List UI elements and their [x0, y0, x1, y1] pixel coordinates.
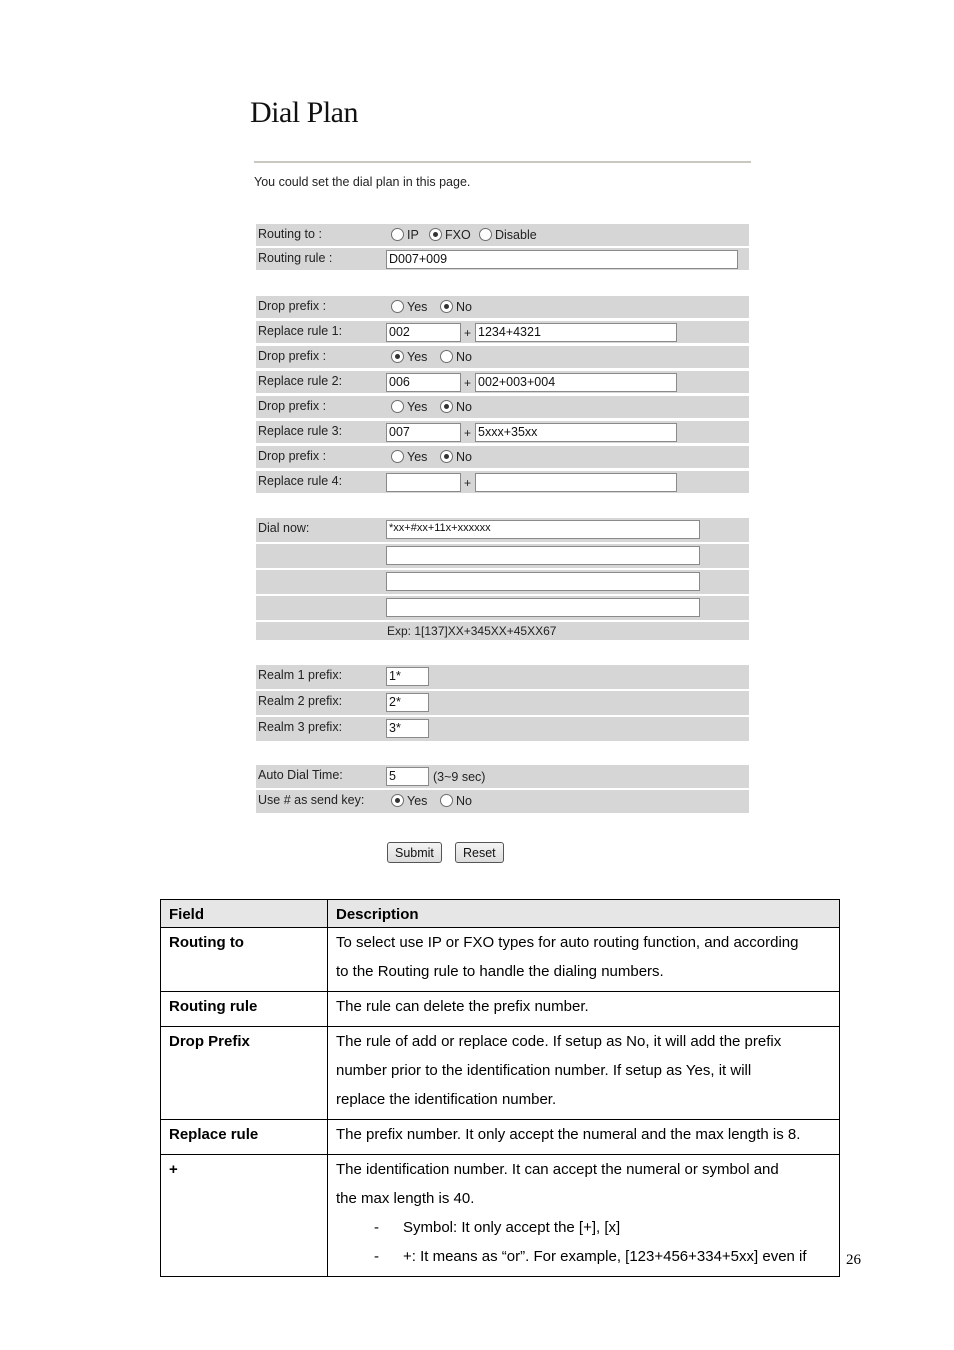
- bullet-dash: -: [374, 1219, 379, 1236]
- realm-3-row: [256, 717, 749, 741]
- table-cell-field: Replace rule: [161, 1120, 328, 1155]
- plus-sign: +: [464, 326, 472, 340]
- replace-rule-row-4: [256, 471, 749, 493]
- routing-rule-row: [256, 248, 749, 270]
- send-key-yes-label: Yes: [407, 794, 428, 808]
- realm-1-row: [256, 665, 749, 689]
- replace-rule-label: Replace rule 3:: [258, 424, 343, 438]
- replace-rule-row-2: [256, 371, 749, 393]
- table-row: [161, 992, 840, 1027]
- dial-now-label: Dial now:: [258, 521, 310, 535]
- table-row: [161, 1027, 840, 1120]
- page-title: Dial Plan: [250, 96, 358, 129]
- routing-ip-label: IP: [407, 228, 419, 242]
- dial-now-row-1: [256, 518, 749, 542]
- table-row: [161, 1155, 840, 1277]
- drop-prefix-yes-label: Yes: [407, 400, 428, 414]
- dial-now-example-row: [256, 622, 749, 640]
- realm-3-input[interactable]: 3*: [386, 719, 429, 738]
- routing-to-row: [256, 224, 749, 246]
- realm-2-input[interactable]: 2*: [386, 693, 429, 712]
- submit-button[interactable]: Submit: [387, 842, 442, 863]
- table-cell-field: Routing to: [161, 928, 328, 992]
- table-cell-description: [328, 992, 840, 1027]
- replace-rule-label: Replace rule 1:: [258, 324, 343, 338]
- desc-line: to the Routing rule to handle the dialing numbers.: [336, 963, 664, 980]
- replace-rule-row-3: [256, 421, 749, 443]
- send-key-label: Use # as send key:: [258, 793, 365, 807]
- replace-rule-label: Replace rule 2:: [258, 374, 343, 388]
- drop-prefix-yes-radio[interactable]: [391, 300, 404, 313]
- routing-rule-input[interactable]: D007+009: [386, 250, 738, 269]
- table-header-row: [161, 900, 840, 928]
- drop-prefix-no-label: No: [456, 450, 472, 464]
- table-cell-field: Drop Prefix: [161, 1027, 328, 1120]
- desc-line: replace the identification number.: [336, 1091, 557, 1108]
- desc-line: number prior to the identification number. If setup as Yes, it will: [336, 1062, 752, 1079]
- realm-2-label: Realm 2 prefix:: [258, 694, 343, 708]
- drop-prefix-no-label: No: [456, 400, 472, 414]
- routing-ip-radio[interactable]: [391, 228, 404, 241]
- send-key-row: [256, 790, 749, 813]
- drop-prefix-no-label: No: [456, 300, 472, 314]
- replace-prefix-input[interactable]: 006: [386, 373, 461, 392]
- drop-prefix-row-1: [256, 296, 749, 318]
- replace-value-input[interactable]: 5xxx+35xx: [475, 423, 677, 442]
- field-description-table: [160, 899, 840, 1277]
- page-number: 26: [846, 1252, 861, 1268]
- replace-rule-label: Replace rule 4:: [258, 474, 343, 488]
- send-key-yes-radio[interactable]: [391, 794, 404, 807]
- drop-prefix-row-4: [256, 446, 749, 468]
- dial-now-input-3[interactable]: [386, 572, 700, 591]
- desc-line: The rule of add or replace code. If setup as No, it will add the prefix: [336, 1033, 782, 1050]
- drop-prefix-label: Drop prefix :: [258, 449, 327, 463]
- plus-sign: +: [464, 426, 472, 440]
- table-row: [161, 928, 840, 992]
- plus-sign: +: [464, 376, 472, 390]
- routing-rule-label: Routing rule :: [258, 251, 333, 265]
- auto-dial-range: (3~9 sec): [433, 770, 486, 784]
- drop-prefix-label: Drop prefix :: [258, 399, 327, 413]
- dial-now-row-2: [256, 544, 749, 568]
- dial-now-row-3: [256, 570, 749, 594]
- desc-line: the max length is 40.: [336, 1190, 475, 1207]
- bullet-dash: -: [374, 1248, 379, 1265]
- page-intro: You could set the dial plan in this page.: [254, 175, 471, 189]
- desc-line: The rule can delete the prefix number.: [336, 998, 589, 1015]
- dial-now-row-4: [256, 596, 749, 620]
- desc-line: The prefix number. It only accept the numeral and the max length is 8.: [336, 1126, 801, 1143]
- table-cell-description: [328, 1120, 840, 1155]
- drop-prefix-no-radio[interactable]: [440, 450, 453, 463]
- table-cell-description: [328, 928, 840, 992]
- routing-disable-label: Disable: [495, 228, 537, 242]
- desc-line: To select use IP or FXO types for auto routing function, and according: [336, 934, 799, 951]
- drop-prefix-no-label: No: [456, 350, 472, 364]
- bullet-text: +: It means as “or”. For example, [123+456+334+5xx] even if: [403, 1248, 807, 1265]
- drop-prefix-yes-radio[interactable]: [391, 400, 404, 413]
- realm-1-input[interactable]: 1*: [386, 667, 429, 686]
- send-key-no-radio[interactable]: [440, 794, 453, 807]
- realm-2-row: [256, 691, 749, 715]
- dial-now-input-2[interactable]: [386, 546, 700, 565]
- drop-prefix-yes-radio[interactable]: [391, 450, 404, 463]
- replace-prefix-input[interactable]: 007: [386, 423, 461, 442]
- auto-dial-input[interactable]: 5: [386, 767, 429, 786]
- table-cell-field: +: [161, 1155, 328, 1277]
- dial-now-input-4[interactable]: [386, 598, 700, 617]
- realm-3-label: Realm 3 prefix:: [258, 720, 343, 734]
- send-key-no-label: No: [456, 794, 472, 808]
- title-divider: [254, 161, 751, 163]
- drop-prefix-yes-label: Yes: [407, 450, 428, 464]
- routing-fxo-label: FXO: [445, 228, 471, 242]
- replace-value-input[interactable]: 1234+4321: [475, 323, 677, 342]
- plus-sign: +: [464, 476, 472, 490]
- replace-rule-row-1: [256, 321, 749, 343]
- bullet-item: [336, 1242, 831, 1271]
- replace-prefix-input[interactable]: 002: [386, 323, 461, 342]
- routing-disable-radio[interactable]: [479, 228, 492, 241]
- drop-prefix-no-radio[interactable]: [440, 300, 453, 313]
- table-row: [161, 1120, 840, 1155]
- dial-now-example: Exp: 1[137]XX+345XX+45XX67: [387, 624, 557, 638]
- table-cell-description: [328, 1027, 840, 1120]
- drop-prefix-yes-label: Yes: [407, 300, 428, 314]
- replace-value-input[interactable]: 002+003+004: [475, 373, 677, 392]
- auto-dial-row: [256, 765, 749, 788]
- drop-prefix-no-radio[interactable]: [440, 400, 453, 413]
- drop-prefix-yes-radio[interactable]: [391, 350, 404, 363]
- bullet-item: [336, 1213, 831, 1242]
- routing-fxo-radio[interactable]: [429, 228, 442, 241]
- drop-prefix-label: Drop prefix :: [258, 299, 327, 313]
- routing-to-label: Routing to :: [258, 227, 322, 241]
- drop-prefix-no-radio[interactable]: [440, 350, 453, 363]
- drop-prefix-row-2: [256, 346, 749, 368]
- table-cell-field: Routing rule: [161, 992, 328, 1027]
- table-header-field: Field: [161, 900, 328, 928]
- realm-1-label: Realm 1 prefix:: [258, 668, 343, 682]
- table-cell-description: [328, 1155, 840, 1277]
- auto-dial-label: Auto Dial Time:: [258, 768, 343, 782]
- reset-button[interactable]: Reset: [455, 842, 504, 863]
- replace-prefix-input[interactable]: [386, 473, 461, 492]
- desc-line: The identification number. It can accept the numeral or symbol and: [336, 1161, 779, 1178]
- drop-prefix-row-3: [256, 396, 749, 418]
- bullet-text: Symbol: It only accept the [+], [x]: [403, 1219, 621, 1236]
- dial-now-input-1[interactable]: *xx+#xx+11x+xxxxxx: [386, 520, 700, 539]
- drop-prefix-label: Drop prefix :: [258, 349, 327, 363]
- table-header-description: Description: [328, 900, 840, 928]
- drop-prefix-yes-label: Yes: [407, 350, 428, 364]
- replace-value-input[interactable]: [475, 473, 677, 492]
